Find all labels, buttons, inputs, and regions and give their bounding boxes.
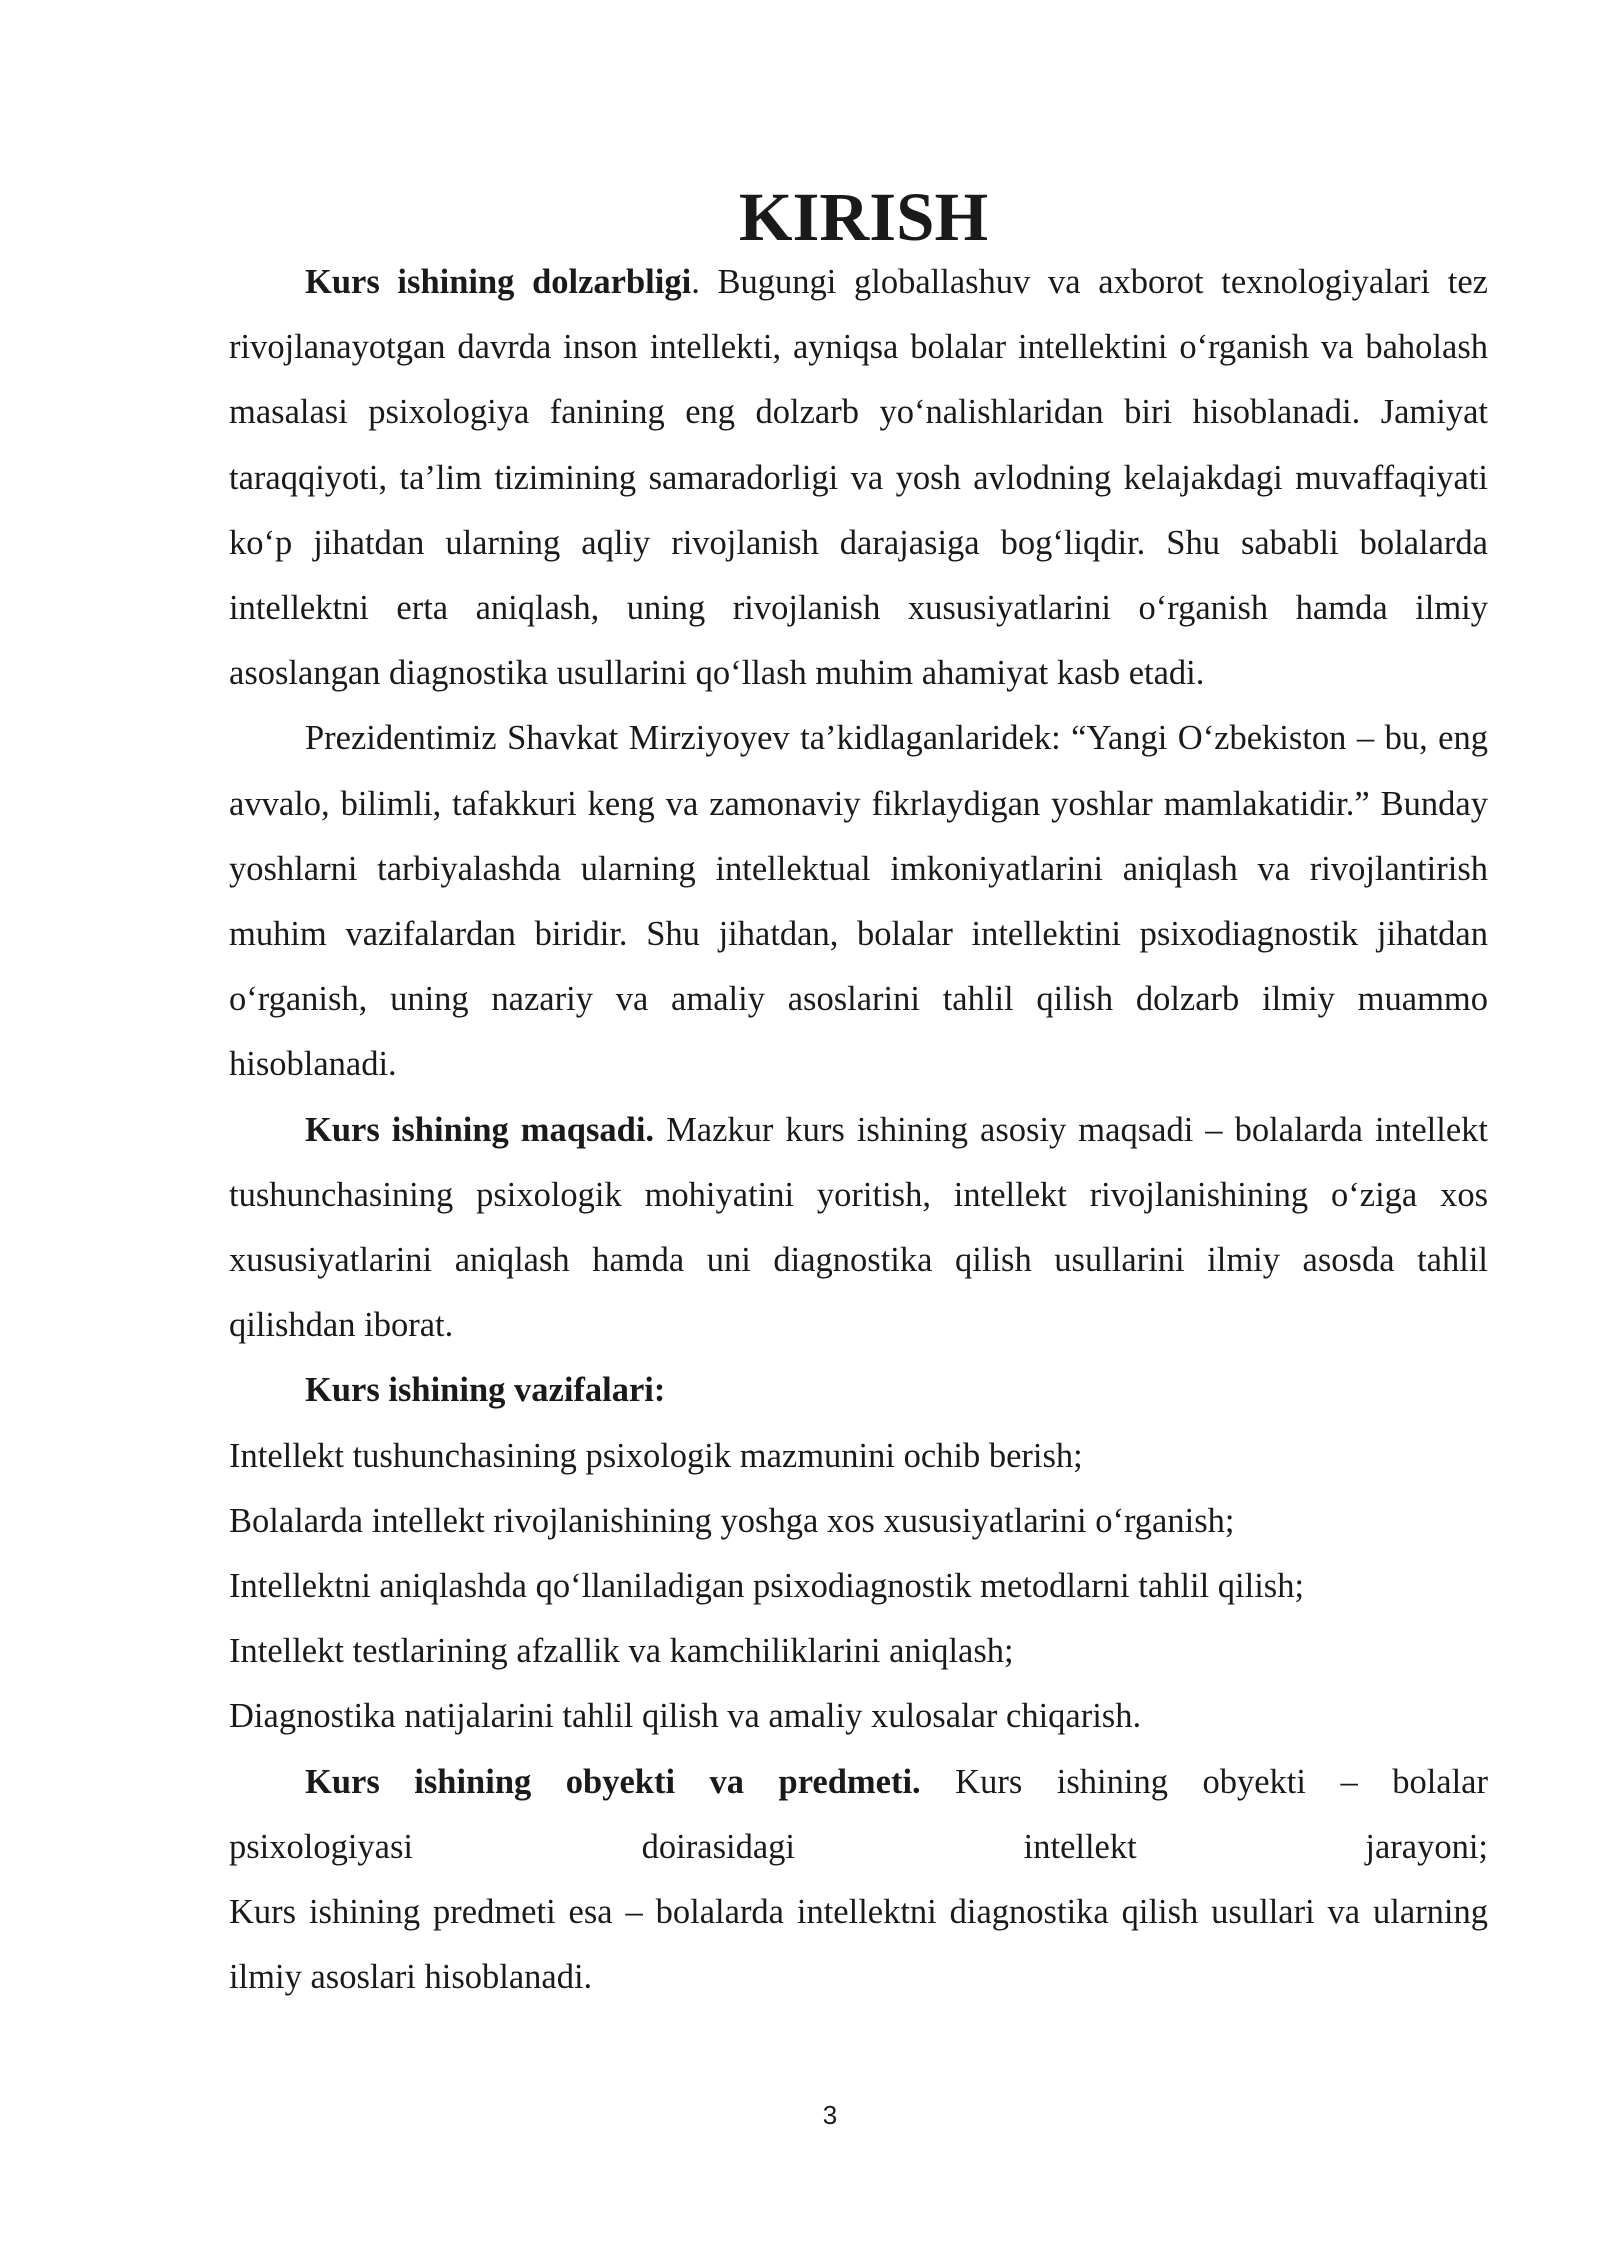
list-item: Intellekt tushunchasining psixologik mazmunini ochib berish; (229, 1436, 1083, 1475)
heading-vazifalar: Kurs ishining vazifalari: (305, 1371, 666, 1410)
list-item: Intellektni aniqlashda qo‘llaniladigan psixodiagnostik metodlarni tahlil qilish; (229, 1567, 1305, 1606)
paragraph-predmet: Kurs ishining predmeti esa – bolalarda intellektni diagnostika qilish usullari va ularning ilmiy asoslari hisoblanadi. (229, 1893, 1488, 1997)
text-obyekt-line1: Kurs ishining obyekti – bolalar (920, 1762, 1488, 1801)
list-item: Diagnostika natijalarini tahlil qilish va amaliy xulosalar chiqarish. (229, 1697, 1142, 1736)
text-maqsad: Mazkur kurs ishining asosiy maqsadi – bolalarda intellekt tushunchasining psixologik mohiyatini yoritish, intellekt rivojlanishining o‘ziga xos xususiyatlarini aniqlash hamda uni diagnostika qilish usullarini ilmiy asosda tahlil qilishdan iborat. (229, 1110, 1488, 1345)
heading-dolzarblik: Kurs ishining dolzarbligi (305, 263, 692, 301)
paragraph-dolzarblik (229, 250, 1488, 706)
page-title: KIRISH (738, 179, 989, 255)
page-number: 3 (822, 2100, 838, 2130)
text-dolzarblik: . Bugungi globallashuv va axborot texnologiyalari tez rivojlanayotgan davrda inson intellekti, ayniqsa bolalar intellektini o‘rganish va baholash masalasi psixologiya fanining eng dolzarb yo‘nalishlaridan biri hisoblanadi. Jamiyat taraqqiyoti, ta’lim tizimining samaradorligi va yosh avlodning kelajakdagi muvaffaqiyati ko‘p jihatdan ularning aqliy rivojlanish darajasiga bog‘liqdir. Shu sababli bolalarda intellektni erta aniqlash, uning rivojlanish xususiyatlarini o‘rganish hamda ilmiy asoslangan diagnostika usullarini qo‘llash muhim ahamiyat kasb etadi. (229, 263, 1488, 693)
document-page (229, 179, 1488, 2010)
list-item: Bolalarda intellekt rivojlanishining yoshga xos xususiyatlarini o‘rganish; (229, 1501, 1235, 1540)
paragraph-maqsad (229, 1098, 1488, 1359)
paragraph-obyekt (229, 1750, 1488, 1815)
heading-maqsad: Kurs ishining maqsadi. (305, 1110, 655, 1149)
task-list (229, 1424, 1488, 1750)
text-obyekt-line2: psixologiyasi doirasidagi intellekt jarayoni; (229, 1827, 1488, 1866)
paragraph-prezident: Prezidentimiz Shavkat Mirziyoyev ta’kidlaganlaridek: “Yangi O‘zbekiston – bu, eng avvalo, bilimli, tafakkuri keng va zamonaviy fikrlaydigan yoshlar mamlakatidir.” Bunday yoshlarni tarbiyalashda ularning intellektual imkoniyatlarini aniqlash va rivojlantirish muhim vazifalardan biridir. Shu jihatdan, bolalar intellektini psixodiagnostik jihatdan o‘rganish, uning nazariy va amaliy asoslarini tahlil qilish dolzarb ilmiy muammo hisoblanadi. (229, 719, 1488, 1084)
heading-obyekt: Kurs ishining obyekti va predmeti. (305, 1762, 921, 1801)
list-item: Intellekt testlarining afzallik va kamchiliklarini aniqlash; (229, 1632, 1014, 1671)
